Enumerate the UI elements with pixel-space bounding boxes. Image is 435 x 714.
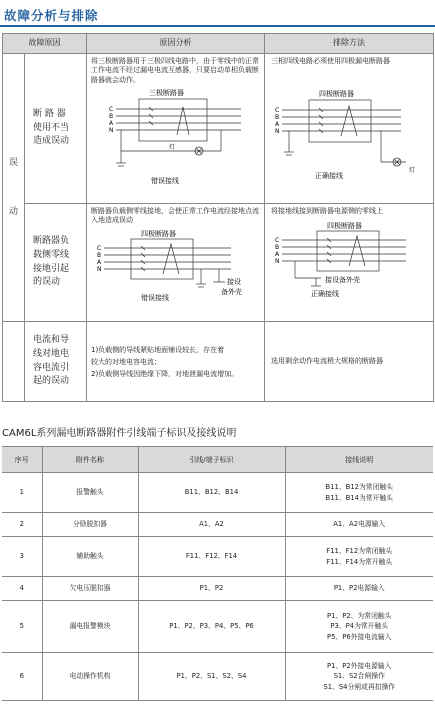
wiring-line: P3、P4为常开触头 [330, 622, 389, 631]
right-wiring-diagram-2 [271, 216, 431, 302]
wiring-line: P1、P2外接电源输入 [327, 662, 392, 671]
phase-b: B [97, 251, 102, 259]
fix-cell-1 [265, 54, 434, 204]
wiring-line: B11、B12为常闭触头 [325, 483, 393, 492]
row-terminals: B11、B12、B14 [138, 473, 285, 513]
row-name: 报警触头 [42, 473, 138, 513]
cause-line: 线对地电 [33, 348, 70, 359]
phase-c: C [275, 237, 280, 245]
analysis-cell-2 [87, 204, 265, 322]
row-wiring [285, 601, 433, 653]
wiring-line: S1、S2合闸操作 [333, 672, 385, 681]
phase-lines [104, 248, 231, 269]
cause-cell-1 [25, 54, 87, 204]
cause-line: 电流和导 [33, 334, 70, 345]
breaker-box [139, 99, 207, 141]
contacts [327, 236, 365, 266]
row-no: 3 [2, 537, 42, 577]
cause-line: 断路器负 [33, 235, 70, 246]
fix-text: 三相四线电路必须使用四极漏电断路器 [271, 57, 390, 65]
fix-text: 将接地线接到断路器电源侧的零线上 [271, 207, 383, 215]
header-fix: 排除方法 [265, 34, 434, 54]
row-name: 漏电报警模块 [42, 601, 138, 653]
row-name: 分励脱扣器 [42, 513, 138, 537]
fix-cell-2 [265, 204, 434, 322]
cause-line: 断 路 器 [33, 108, 66, 119]
phase-n: N [109, 127, 114, 135]
row-no: 6 [2, 653, 42, 701]
phase-a: A [109, 120, 114, 128]
table-row [2, 653, 433, 701]
analysis-cell-1 [87, 54, 265, 204]
table-row [2, 601, 433, 653]
cause-line: 的误动 [33, 277, 61, 288]
phase-lines [282, 240, 406, 261]
breaker-label: 四极断路器 [319, 90, 354, 99]
row-terminals: A1、A2 [138, 513, 285, 537]
table-row [2, 513, 433, 537]
row-wiring [285, 473, 433, 513]
fault-table-header [3, 34, 434, 54]
table-row [2, 577, 433, 601]
breaker-box [131, 239, 193, 279]
phase-c: C [97, 244, 102, 252]
fix-text: 选用剩余动作电流稍大规格的断路器 [271, 357, 383, 366]
phase-n: N [275, 128, 280, 136]
contacts [319, 106, 357, 136]
ground-label: 接设备外壳 [325, 276, 360, 285]
row-wiring [285, 513, 433, 537]
fault-row-2 [3, 204, 434, 322]
breaker-box [317, 231, 379, 271]
wiring-line: P5、P6外接电流输入 [327, 632, 392, 641]
phase-a: A [275, 121, 280, 129]
row-no: 2 [2, 513, 42, 537]
side-label-char-1: 误 [8, 158, 18, 169]
wiring-line: A1、A2电源输入 [333, 520, 386, 529]
diagram-caption: 错误接线 [151, 177, 179, 186]
header-cause: 故障原因 [3, 34, 87, 54]
diagram-caption: 错误接线 [141, 293, 169, 302]
fault-analysis-table [2, 33, 434, 402]
wiring-line: P1、P2电源输入 [333, 584, 385, 593]
row-no: 4 [2, 577, 42, 601]
diagram-caption: 正确接线 [315, 172, 343, 181]
row-no: 1 [2, 473, 42, 513]
wiring-line: P1、P2、为常闭触头 [327, 612, 392, 621]
breaker-label: 四极断路器 [327, 222, 362, 231]
accessories-header [2, 447, 433, 473]
phase-c: C [109, 106, 114, 114]
breaker-label: 三极断路器 [149, 89, 184, 98]
fault-row-1 [3, 54, 434, 204]
row-terminals: P1、P2、S1、S2、S4 [138, 653, 285, 701]
wiring-line: S1、S4分闸或再扣操作 [323, 682, 396, 691]
side-label [3, 54, 25, 322]
ground-circuit [196, 269, 225, 287]
phase-b: B [275, 114, 280, 122]
header-name: 附件名称 [42, 447, 138, 473]
fix-cell-3 [265, 322, 434, 402]
section-title: 故障分析与排除 [4, 8, 99, 23]
accessories-title: CAM6L系列漏电断路器附件引线端子标识及接线说明 [2, 428, 237, 439]
phase-c: C [275, 107, 280, 115]
phase-a: A [275, 251, 280, 259]
cause-line: 使用不当 [33, 122, 70, 133]
cause-cell-2 [25, 204, 87, 322]
fault-row-3 [3, 322, 434, 402]
table-row [2, 473, 433, 513]
row-terminals: P1、P2、P3、P4、P5、P6 [138, 601, 285, 653]
cause-line: 容电流引 [33, 362, 70, 373]
row-name: 欠电压脱扣器 [42, 577, 138, 601]
analysis-text: 断路器负载侧零线接地，会使正常工作电流经接地点流入地造成误动 [91, 207, 259, 225]
row-wiring [285, 653, 433, 701]
row-wiring [285, 537, 433, 577]
ground-label: 接设 [227, 277, 241, 286]
title-rule [0, 25, 435, 27]
contacts [149, 107, 189, 135]
breaker-label: 四极断路器 [141, 229, 176, 238]
side-label-char-2: 动 [8, 206, 18, 217]
header-analysis: 原因分析 [87, 34, 265, 54]
phase-lines [282, 110, 401, 131]
row-terminals: P1、P2 [138, 577, 285, 601]
wiring-line: F11、F14为常开触头 [326, 557, 393, 566]
wrong-wiring-diagram-2 [91, 226, 261, 310]
analysis-cell-3 [87, 322, 265, 402]
row-terminals: F11、F12、F14 [138, 537, 285, 577]
cause-line: 起的误动 [33, 376, 70, 387]
analysis-text: 将三极断路器用于三极四线电路中，由于零线中的正常工作电流不经过漏电电流互感器，只要启动单相负载断路器就会动作。 [91, 57, 259, 84]
cause-line: 接地引起 [33, 263, 70, 274]
table-row [2, 537, 433, 577]
row-name: 电动操作机构 [42, 653, 138, 701]
row-wiring [285, 577, 433, 601]
wiring-line: F11、F12为常闭触头 [326, 547, 393, 556]
phase-n: N [97, 265, 102, 273]
wiring-line: B11、B14为常开触头 [325, 493, 393, 502]
row-name: 辅助触头 [42, 537, 138, 577]
breaker-box [309, 100, 371, 142]
phase-b: B [109, 113, 114, 121]
analysis-line: 较大的对地电容电流； [91, 357, 161, 366]
phase-n: N [275, 258, 280, 266]
accessories-table [2, 446, 433, 701]
ground-label-2: 备外壳 [221, 287, 242, 296]
cause-line: 载侧零线 [33, 249, 70, 260]
header-wiring: 接线说明 [285, 447, 433, 473]
cause-cell-3 [25, 322, 87, 402]
analysis-line: 2)负载侧导线因绝缘下降，对地泄漏电流增加。 [91, 370, 239, 379]
cause-line: 造成误动 [33, 136, 70, 147]
side-blank [3, 322, 25, 402]
analysis-line: 1)负载侧的导线紧贴地面铺设较长，存在着 [91, 345, 225, 354]
phase-b: B [275, 244, 280, 252]
row-no: 5 [2, 601, 42, 653]
lamp-label: 灯 [169, 144, 176, 152]
phase-a: A [97, 258, 102, 266]
lamp-label: 灯 [409, 167, 416, 175]
diagram-caption: 正确接线 [311, 290, 339, 299]
header-no: 序号 [2, 447, 42, 473]
wrong-wiring-diagram-1 [91, 85, 261, 193]
right-wiring-diagram-1 [271, 66, 431, 188]
contacts [141, 244, 179, 274]
lamp-circuit [284, 131, 406, 166]
header-terminals: 引线/端子标识 [138, 447, 285, 473]
